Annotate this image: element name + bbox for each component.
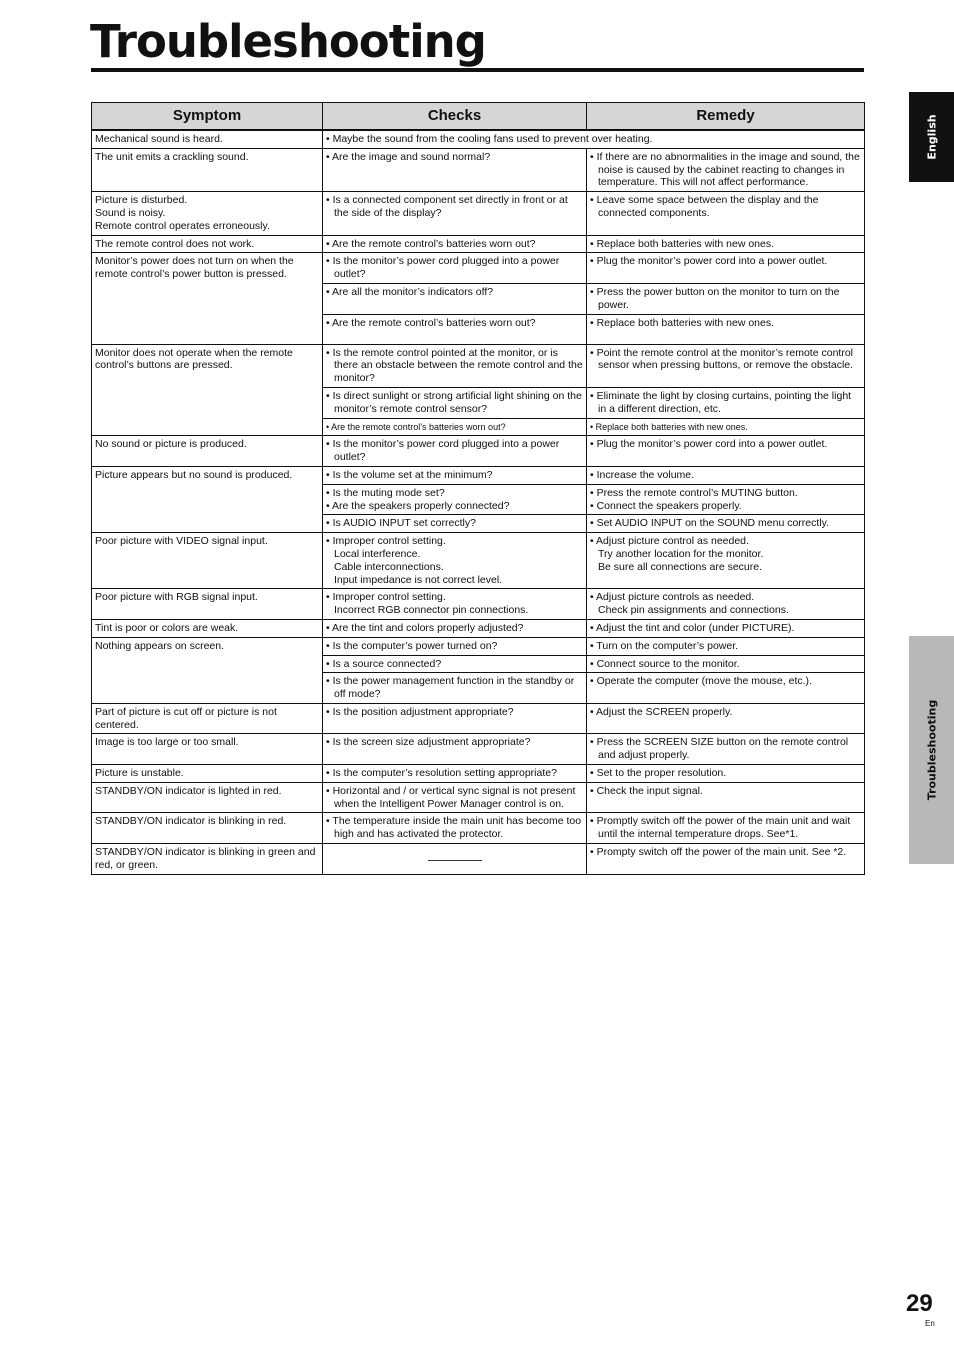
empty-dash-mark	[428, 857, 482, 861]
check-line: Cable interconnections.	[334, 560, 444, 573]
checks-cell	[323, 619, 587, 637]
check-text: • Is the power management function in the standby or off mode?	[326, 675, 575, 701]
remedy-cell	[587, 466, 865, 484]
remedy-cell	[587, 436, 865, 467]
remedy-cell	[587, 673, 865, 704]
remedy-text: • Press the SCREEN SIZE button on the remote control and adjust properly.	[590, 736, 849, 762]
remedy-line: Be sure all connections are secure.	[598, 560, 763, 573]
checks-cell	[323, 765, 587, 783]
remedy-cell	[587, 148, 865, 191]
check-text: • Is the monitor’s power cord plugged into a power outlet?	[326, 255, 560, 281]
table-row	[92, 466, 865, 484]
remedy-cell	[587, 655, 865, 673]
symptom-cell: Mechanical sound is heard.	[92, 130, 323, 148]
remedy-cell	[587, 619, 865, 637]
remedy-cell	[587, 283, 865, 314]
symptom-cell: STANDBY/ON indicator is lighted in red.	[92, 782, 323, 813]
checks-cell	[323, 589, 587, 620]
remedy-cell	[587, 844, 865, 875]
remedy-cell	[587, 314, 865, 344]
check-text: • Is the computer’s power turned on?	[326, 639, 498, 652]
table-row	[92, 765, 865, 783]
checks-cell	[323, 673, 587, 704]
symptom-cell: No sound or picture is produced.	[92, 436, 323, 467]
checks-cell	[323, 655, 587, 673]
remedy-text: • Replace both batteries with new ones.	[590, 316, 775, 329]
symptom-cell: Monitor does not operate when the remote control’s buttons are pressed.	[92, 344, 323, 436]
side-tab-troubleshooting-label: Troubleshooting	[925, 699, 938, 801]
table-row	[92, 253, 865, 284]
remedy-text: • Check the input signal.	[590, 784, 703, 797]
check-line: Local interference.	[334, 547, 421, 560]
symptom-cell: The unit emits a crackling sound.	[92, 148, 323, 191]
remedy-cell	[587, 387, 865, 418]
checks-cell	[323, 533, 587, 589]
symptom-cell: Poor picture with VIDEO signal input.	[92, 533, 323, 589]
symptom-cell: STANDBY/ON indicator is blinking in red.	[92, 813, 323, 844]
checks-cell	[323, 484, 587, 515]
table-row	[92, 148, 865, 191]
remedy-text: • Press the power button on the monitor to turn on the power.	[590, 285, 840, 311]
header-checks: Checks	[323, 103, 587, 131]
remedy-line: • Adjust picture controls as needed.	[590, 591, 755, 604]
remedy-cell	[587, 515, 865, 533]
checks-cell	[323, 515, 587, 533]
checks-cell	[323, 130, 865, 148]
table-row	[92, 703, 865, 734]
check-text: • Is a source connected?	[326, 657, 442, 670]
checks-cell	[323, 253, 587, 284]
check-text: • Is the screen size adjustment appropriate?	[326, 736, 531, 749]
side-tab-english	[909, 92, 954, 182]
check-text: • Are the remote control’s batteries worn out?	[326, 421, 506, 432]
page-language: En	[925, 1319, 935, 1328]
remedy-text: • Replace both batteries with new ones.	[590, 421, 748, 432]
table-row	[92, 844, 865, 875]
check-text: • Are the tint and colors properly adjusted?	[326, 621, 524, 634]
symptom-cell: STANDBY/ON indicator is blinking in green and red, or green.	[92, 844, 323, 875]
table-row	[92, 130, 865, 148]
side-tab-troubleshooting	[909, 636, 954, 864]
remedy-text: • Plug the monitor’s power cord into a power outlet.	[590, 438, 828, 451]
remedy-text: • Leave some space between the display and the connected components.	[590, 194, 819, 219]
check-text: • Are the image and sound normal?	[326, 150, 491, 163]
check-text: • Is AUDIO INPUT set correctly?	[326, 517, 476, 530]
remedy-line: • Adjust picture control as needed.	[590, 535, 749, 548]
checks-cell	[323, 283, 587, 314]
check-text: • Is direct sunlight or strong artificial light shining on the monitor’s remote control sensor?	[326, 389, 582, 415]
remedy-cell	[587, 765, 865, 783]
check-text: • Is the volume set at the minimum?	[326, 468, 493, 481]
remedy-text: • Connect source to the monitor.	[590, 657, 740, 670]
symptom-cell: Part of picture is cut off or picture is not centered.	[92, 703, 323, 734]
remedy-cell	[587, 782, 865, 813]
checks-cell	[323, 192, 587, 235]
checks-cell	[323, 813, 587, 844]
table-row	[92, 436, 865, 467]
remedy-line: • Connect the speakers properly.	[590, 499, 742, 512]
checks-cell	[323, 418, 587, 436]
remedy-text: • Increase the volume.	[590, 468, 695, 481]
check-text: • Maybe the sound from the cooling fans used to prevent over heating.	[326, 133, 653, 145]
table-header-row	[92, 103, 865, 131]
remedy-text: • Prompty switch off the power of the main unit. See *2.	[590, 846, 847, 859]
side-tab-english-label: English	[925, 114, 938, 160]
remedy-cell	[587, 533, 865, 589]
symptom-cell: Image is too large or too small.	[92, 734, 323, 765]
remedy-text: • Eliminate the light by closing curtains, pointing the light in a different direction, etc.	[590, 389, 852, 415]
page-title: Troubleshooting	[90, 15, 486, 68]
remedy-line: Check pin assignments and connections.	[598, 604, 789, 617]
checks-cell	[323, 466, 587, 484]
checks-cell	[323, 782, 587, 813]
check-text: • The temperature inside the main unit has become too high and has activated the protector.	[326, 815, 582, 841]
symptom-cell: Picture appears but no sound is produced.	[92, 466, 323, 532]
check-text: • Is the monitor’s power cord plugged into a power outlet?	[326, 438, 560, 464]
remedy-cell	[587, 734, 865, 765]
troubleshooting-table	[91, 102, 865, 875]
symptom-cell: Picture is disturbed. Sound is noisy. Remote control operates erroneously.	[92, 192, 323, 235]
symptom-cell: The remote control does not work.	[92, 235, 323, 253]
table-body	[92, 130, 865, 874]
remedy-text: • If there are no abnormalities in the image and sound, the noise is caused by the cabinet reacting to changes in temperature. This will not affect performance.	[590, 150, 860, 189]
checks-cell	[323, 387, 587, 418]
title-rule	[91, 68, 864, 72]
remedy-text: • Promptly switch off the power of the main unit and wait until the internal temperature drops. See*1.	[590, 815, 851, 841]
header-remedy: Remedy	[587, 103, 865, 131]
check-text: • Is the remote control pointed at the monitor, or is there an obstacle between the remote control and the monitor?	[326, 346, 583, 385]
remedy-text: • Adjust the SCREEN properly.	[590, 705, 733, 718]
symptom-cell: Picture is unstable.	[92, 765, 323, 783]
table-row	[92, 533, 865, 589]
remedy-text: • Point the remote control at the monitor’s remote control sensor when pressing buttons, or remove the obstacle.	[590, 346, 854, 372]
remedy-cell	[587, 192, 865, 235]
symptom-cell: Nothing appears on screen.	[92, 637, 323, 703]
remedy-cell	[587, 813, 865, 844]
checks-cell	[323, 637, 587, 655]
remedy-line: • Press the remote control’s MUTING button.	[590, 486, 798, 499]
page-number: 29	[906, 1290, 933, 1317]
remedy-text: • Adjust the tint and color (under PICTURE).	[590, 621, 795, 634]
table-row	[92, 589, 865, 620]
remedy-text: • Replace both batteries with new ones.	[590, 237, 775, 250]
table-row	[92, 192, 865, 235]
remedy-text: • Set to the proper resolution.	[590, 767, 727, 780]
check-text: • Horizontal and / or vertical sync signal is not present when the Intelligent Power Manager control is on.	[326, 784, 576, 810]
check-text: • Are all the monitor’s indicators off?	[326, 285, 494, 298]
header-symptom: Symptom	[92, 103, 323, 131]
symptom-cell: Poor picture with RGB signal input.	[92, 589, 323, 620]
remedy-cell	[587, 589, 865, 620]
check-text: • Is the computer’s resolution setting appropriate?	[326, 767, 557, 780]
checks-cell	[323, 344, 587, 387]
checks-cell	[323, 734, 587, 765]
check-text: • Are the remote control’s batteries worn out?	[326, 237, 536, 250]
checks-cell	[323, 148, 587, 191]
check-line: • Improper control setting.	[326, 591, 446, 604]
table-row	[92, 344, 865, 387]
check-line: Input impedance is not correct level.	[334, 573, 503, 586]
remedy-cell	[587, 637, 865, 655]
table-row	[92, 235, 865, 253]
checks-cell	[323, 436, 587, 467]
remedy-cell	[587, 484, 865, 515]
table-row	[92, 734, 865, 765]
remedy-text: • Set AUDIO INPUT on the SOUND menu correctly.	[590, 517, 830, 530]
checks-cell	[323, 314, 587, 344]
remedy-cell	[587, 253, 865, 284]
checks-cell	[323, 703, 587, 734]
check-line: • Are the speakers properly connected?	[326, 499, 510, 512]
check-text: • Is the position adjustment appropriate?	[326, 705, 514, 718]
symptom-cell: Monitor’s power does not turn on when the remote control’s power button is pressed.	[92, 253, 323, 344]
check-line: Incorrect RGB connector pin connections.	[334, 604, 529, 617]
table-row	[92, 619, 865, 637]
table-row	[92, 782, 865, 813]
table-row	[92, 637, 865, 655]
check-text: • Is a connected component set directly in front or at the side of the display?	[326, 194, 568, 219]
remedy-cell	[587, 703, 865, 734]
check-text: • Are the remote control’s batteries worn out?	[326, 316, 536, 329]
remedy-text: • Turn on the computer’s power.	[590, 639, 739, 652]
table-row	[92, 813, 865, 844]
symptom-cell: Tint is poor or colors are weak.	[92, 619, 323, 637]
remedy-text: • Operate the computer (move the mouse, etc.).	[590, 675, 812, 688]
remedy-cell	[587, 235, 865, 253]
checks-cell	[323, 844, 587, 875]
check-line: • Improper control setting.	[326, 535, 446, 548]
checks-cell	[323, 235, 587, 253]
check-line: • Is the muting mode set?	[326, 486, 445, 499]
remedy-text: • Plug the monitor’s power cord into a power outlet.	[590, 255, 828, 268]
remedy-cell	[587, 418, 865, 436]
remedy-cell	[587, 344, 865, 387]
remedy-line: Try another location for the monitor.	[598, 547, 764, 560]
